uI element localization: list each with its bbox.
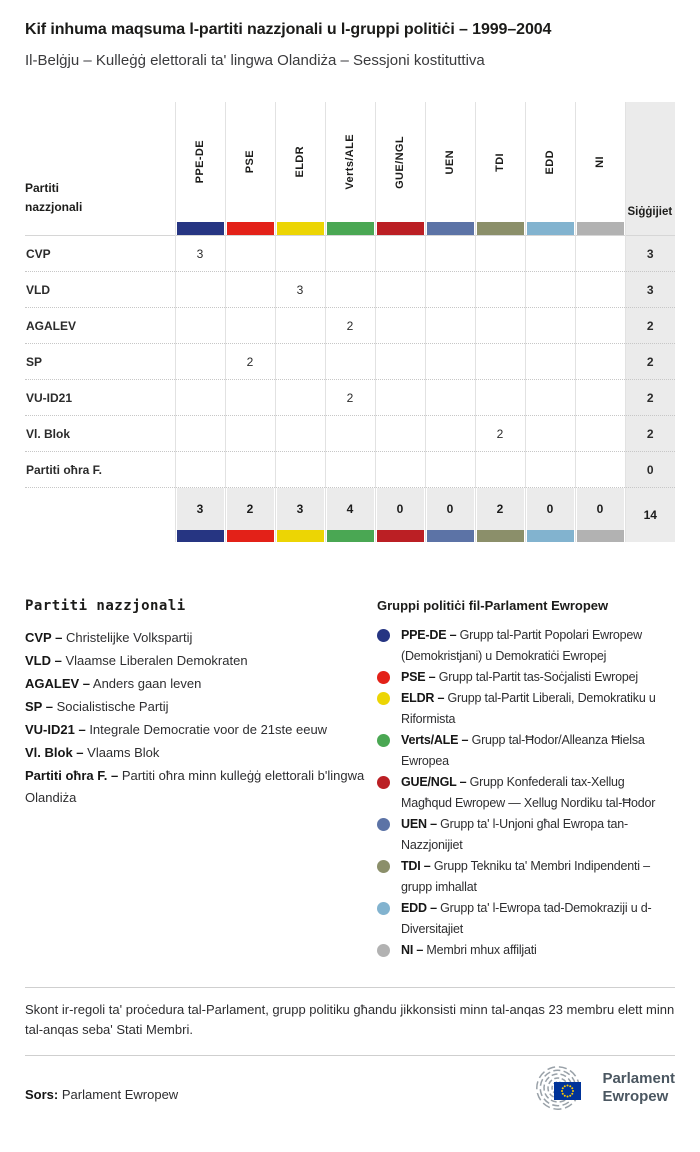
group-color-bar: [275, 530, 325, 542]
groups-legend-heading: Gruppi politiċi fil-Parlament Ewropew: [377, 598, 609, 613]
seat-value-cell: [375, 308, 425, 344]
group-color-bar: [325, 222, 375, 236]
seat-value-cell: [525, 380, 575, 416]
legend-color-dot: [377, 692, 390, 705]
legend-color-dot: [377, 818, 390, 831]
column-total-value: 0: [427, 488, 474, 530]
seat-value-cell: [425, 272, 475, 308]
column-total-value: 0: [577, 488, 624, 530]
page-subtitle: Il-Belġju – Kulleġġ elettorali ta' lingwa Olandiża – Sessjoni kostituttiva: [25, 52, 485, 69]
row-total-cell: 2: [625, 380, 675, 416]
legend-color-dot: [377, 860, 390, 873]
column-header-label: Verts/ALE: [344, 134, 356, 190]
group-description: EDD – Grupp ta' l-Ewropa tad-Demokraziji u d-Diversitajiet: [401, 901, 652, 936]
group-color-bar: [325, 530, 375, 542]
party-name-cell: AGALEV: [25, 308, 175, 344]
eu-parliament-logo: [528, 1066, 675, 1110]
group-color-bar-fill: [427, 530, 474, 542]
seat-value-cell: [375, 380, 425, 416]
grand-total-cell: 14: [625, 488, 675, 543]
group-legend-item: [377, 814, 675, 856]
spacer-cell: [25, 222, 175, 236]
seat-value-cell: [175, 272, 225, 308]
group-color-bar: [525, 530, 575, 542]
group-abbr: Verts/ALE –: [401, 733, 472, 747]
group-abbr: UEN –: [401, 817, 441, 831]
group-color-bar: [375, 530, 425, 542]
seats-table: [25, 102, 675, 542]
seat-value-cell: [325, 344, 375, 380]
spacer-cell: [25, 488, 175, 531]
seat-value-cell: [275, 416, 325, 452]
group-abbr: PPE-DE –: [401, 628, 460, 642]
seat-value-cell: [275, 236, 325, 272]
party-legend-item: [25, 650, 377, 672]
party-name-cell: VU-ID21: [25, 380, 175, 416]
footer: [25, 1066, 675, 1110]
group-description: PSE – Grupp tal-Partit tas-Soċjalisti Ewropej: [401, 670, 638, 684]
group-legend-item: [377, 688, 675, 730]
logo-text-line1: Parlament: [602, 1070, 675, 1088]
column-header-label: ELDR: [294, 146, 306, 178]
seat-value-cell: [225, 308, 275, 344]
group-color-bar-fill: [477, 222, 524, 235]
group-color-bar: [475, 530, 525, 542]
group-color-bar: [575, 222, 625, 236]
seat-value-cell: [225, 416, 275, 452]
party-abbr: SP –: [25, 699, 53, 714]
column-header-PSE: [225, 102, 275, 222]
party-name-cell: VLD: [25, 272, 175, 308]
seat-value-cell: [325, 416, 375, 452]
legend-color-dot: [377, 944, 390, 957]
party-name-cell: Vl. Blok: [25, 416, 175, 452]
column-total-value: 3: [277, 488, 324, 530]
group-description: Verts/ALE – Grupp tal-Ħodor/Alleanza Ħielsa Ewropea: [401, 733, 645, 768]
seat-value-cell: [175, 344, 225, 380]
party-name-cell: SP: [25, 344, 175, 380]
column-header-EDD: [525, 102, 575, 222]
seat-value-cell: [525, 236, 575, 272]
seat-value-cell: [575, 416, 625, 452]
seat-value-cell: [275, 380, 325, 416]
seat-value-cell: [575, 272, 625, 308]
column-header-label: GUE/NGL: [394, 135, 406, 189]
legend-color-dot: [377, 629, 390, 642]
header-color-bar-row: [25, 222, 675, 236]
party-abbr: Vl. Blok –: [25, 745, 84, 760]
party-name: Anders gaan leven: [90, 676, 202, 691]
column-total-cell: [575, 488, 625, 531]
column-header-wrap: [276, 102, 325, 222]
group-legend-item: [377, 730, 675, 772]
seat-value-cell: 3: [275, 272, 325, 308]
row-total-cell: 2: [625, 308, 675, 344]
party-name: Partiti oħra minn kulleġġ elettorali b'lingwa Olandiża: [25, 768, 365, 805]
seat-value-cell: [525, 272, 575, 308]
seat-value-cell: [225, 452, 275, 488]
group-color-bar: [175, 530, 225, 542]
eu-flag-icon: [554, 1082, 581, 1100]
legend-color-dot: [377, 671, 390, 684]
column-header-wrap: [476, 102, 525, 222]
seat-value-cell: [425, 452, 475, 488]
party-name: Integrale Democratie voor de 21ste eeuw: [85, 722, 328, 737]
table-row: [25, 344, 675, 380]
seat-value-cell: [325, 236, 375, 272]
column-header-GUE/NGL: [375, 102, 425, 222]
column-header-label: PSE: [244, 150, 256, 174]
table-row: [25, 380, 675, 416]
column-header-wrap: [226, 102, 275, 222]
column-total-cell: [325, 488, 375, 531]
seat-value-cell: [225, 236, 275, 272]
group-color-bar-fill: [227, 530, 274, 542]
group-color-bar: [175, 222, 225, 236]
seat-value-cell: [375, 344, 425, 380]
source-text: Parlament Ewropew: [61, 1087, 179, 1103]
column-total-cell: [275, 488, 325, 531]
party-abbr: CVP –: [25, 630, 63, 645]
group-abbr: ELDR –: [401, 691, 448, 705]
legend-color-dot: [377, 902, 390, 915]
group-color-bar: [425, 222, 475, 236]
group-color-bar-fill: [377, 222, 424, 235]
seat-value-cell: [275, 452, 325, 488]
group-color-bar-fill: [527, 530, 574, 542]
party-legend-item: [25, 719, 377, 741]
group-description: TDI – Grupp Tekniku ta' Membri Indipendenti – grupp imhallat: [401, 859, 650, 894]
seat-value-cell: [275, 308, 325, 344]
row-total-cell: 2: [625, 416, 675, 452]
party-legend-item: [25, 627, 377, 649]
legends: [25, 598, 675, 961]
logo-text-line2: Ewropew: [602, 1088, 669, 1106]
group-description: GUE/NGL – Grupp Konfederali tax-Xellug Magħqud Ewropew — Xellug Nordiku tal-Ħodor: [401, 775, 656, 810]
seat-value-cell: [375, 236, 425, 272]
column-total-value: 0: [377, 488, 424, 530]
party-name: Vlaamse Liberalen Demokraten: [61, 653, 248, 668]
column-header-wrap: [426, 102, 475, 222]
row-total-cell: 3: [625, 272, 675, 308]
seat-value-cell: 2: [225, 344, 275, 380]
seat-value-cell: 2: [325, 380, 375, 416]
group-abbr: EDD –: [401, 901, 441, 915]
spacer-cell: [25, 530, 175, 542]
column-header-wrap: [176, 102, 225, 222]
seat-value-cell: 3: [175, 236, 225, 272]
group-color-bar-fill: [427, 222, 474, 235]
column-header-UEN: [425, 102, 475, 222]
table-row: [25, 236, 675, 272]
table-row: [25, 452, 675, 488]
seat-value-cell: [375, 272, 425, 308]
party-name: Christelijke Volkspartij: [62, 630, 193, 645]
seat-value-cell: [575, 308, 625, 344]
group-abbr: NI –: [401, 943, 427, 957]
infographic-page: [0, 21, 700, 1110]
seats-column-header: Siġġijiet: [625, 102, 675, 236]
footnote: Skont ir-regoli ta' proċedura tal-Parlament, grupp politiku għandu jikkonsisti minn tal-anqas 23 membru elett minn tal-anqas seba' Stati Membri.: [25, 987, 675, 1056]
seat-value-cell: [275, 344, 325, 380]
row-total-cell: 3: [625, 236, 675, 272]
page-title: Kif inhuma maqsuma l-partiti nazzjonali u l-gruppi politiċi – 1999–2004: [25, 21, 552, 38]
seat-value-cell: [525, 344, 575, 380]
column-total-value: 2: [477, 488, 524, 530]
seat-value-cell: [475, 380, 525, 416]
party-legend-item: [25, 742, 377, 764]
group-color-bar-fill: [227, 222, 274, 235]
column-total-value: 2: [227, 488, 274, 530]
row-total-cell: 0: [625, 452, 675, 488]
seat-value-cell: [425, 416, 475, 452]
parties-legend-list: [25, 627, 377, 809]
seat-value-cell: [425, 380, 475, 416]
logo-text: [602, 1070, 675, 1106]
column-header-wrap: [376, 102, 425, 222]
party-name-cell: Partiti oħra F.: [25, 452, 175, 488]
party-legend-item: [25, 673, 377, 695]
legend-color-dot: [377, 776, 390, 789]
seat-value-cell: [225, 272, 275, 308]
group-color-bar-fill: [327, 222, 374, 235]
column-total-cell: [425, 488, 475, 531]
seat-value-cell: [325, 272, 375, 308]
seat-value-cell: [425, 344, 475, 380]
column-header-label: TDI: [494, 152, 506, 172]
group-legend-item: [377, 667, 675, 688]
group-color-bar-fill: [277, 222, 324, 235]
seat-value-cell: [525, 416, 575, 452]
party-name: Vlaams Blok: [83, 745, 160, 760]
row-header-cell: [25, 102, 175, 222]
totals-row: [25, 488, 675, 531]
seat-value-cell: [575, 344, 625, 380]
seat-value-cell: [575, 452, 625, 488]
column-total-cell: [475, 488, 525, 531]
group-description: PPE-DE – Grupp tal-Partit Popolari Ewropew (Demokristjani) u Demokratiċi Ewropej: [401, 628, 643, 663]
group-color-bar-fill: [577, 530, 624, 542]
group-color-bar-fill: [377, 530, 424, 542]
source-label: Sors:: [25, 1087, 59, 1103]
column-header-label: UEN: [444, 149, 456, 175]
party-legend-item: [25, 765, 377, 809]
column-header-label: NI: [594, 156, 606, 168]
seat-value-cell: [175, 452, 225, 488]
footer-color-bar-row: [25, 530, 675, 542]
group-color-bar: [275, 222, 325, 236]
seat-value-cell: [475, 236, 525, 272]
group-color-bar-fill: [477, 530, 524, 542]
seat-value-cell: [475, 344, 525, 380]
group-color-bar: [225, 222, 275, 236]
group-abbr: GUE/NGL –: [401, 775, 470, 789]
group-color-bar: [475, 222, 525, 236]
group-abbr: TDI –: [401, 859, 434, 873]
column-total-cell: [525, 488, 575, 531]
political-groups-legend: [377, 598, 675, 961]
column-header-Verts/ALE: [325, 102, 375, 222]
legend-color-dot: [377, 734, 390, 747]
group-color-bar: [375, 222, 425, 236]
group-legend-item: [377, 772, 675, 814]
seat-value-cell: [475, 308, 525, 344]
column-header-ELDR: [275, 102, 325, 222]
group-color-bar-fill: [277, 530, 324, 542]
groups-legend-list: [377, 625, 675, 961]
group-legend-item: [377, 625, 675, 667]
group-color-bar-fill: [177, 222, 224, 235]
column-header-wrap: [576, 102, 625, 222]
seat-value-cell: [475, 452, 525, 488]
seat-value-cell: 2: [325, 308, 375, 344]
group-description: NI – Membri mhux affiljati: [401, 943, 537, 957]
parties-legend-heading: Partiti nazzjonali: [25, 598, 186, 614]
group-color-bar: [525, 222, 575, 236]
column-header-wrap: [526, 102, 575, 222]
hemicycle-icon: [528, 1066, 594, 1110]
seat-value-cell: [575, 380, 625, 416]
group-legend-item: [377, 940, 675, 961]
row-total-cell: 2: [625, 344, 675, 380]
group-color-bar-fill: [577, 222, 624, 235]
row-header-label: Partiti nazzjonali: [25, 181, 83, 214]
column-header-PPE-DE: [175, 102, 225, 222]
party-abbr: Partiti oħra F. –: [25, 768, 119, 783]
column-total-value: 3: [177, 488, 224, 530]
party-name: Socialistische Partij: [52, 699, 169, 714]
group-color-bar-fill: [527, 222, 574, 235]
seat-value-cell: [375, 416, 425, 452]
seat-value-cell: [425, 236, 475, 272]
table-header-row: [25, 102, 675, 222]
party-legend-item: [25, 696, 377, 718]
group-color-bar-fill: [177, 530, 224, 542]
seat-value-cell: [325, 452, 375, 488]
group-color-bar: [425, 530, 475, 542]
seat-value-cell: [525, 308, 575, 344]
seat-value-cell: [425, 308, 475, 344]
seat-value-cell: [175, 308, 225, 344]
seat-value-cell: 2: [475, 416, 525, 452]
group-color-bar: [225, 530, 275, 542]
source-line: [25, 1087, 178, 1102]
column-header-label: EDD: [544, 149, 556, 175]
party-name-cell: CVP: [25, 236, 175, 272]
group-description: UEN – Grupp ta' l-Unjoni għal Ewropa tan-Nazzjonijiet: [401, 817, 628, 852]
party-abbr: VLD –: [25, 653, 62, 668]
column-header-TDI: [475, 102, 525, 222]
party-abbr: AGALEV –: [25, 676, 91, 691]
party-abbr: VU-ID21 –: [25, 722, 86, 737]
seat-value-cell: [225, 380, 275, 416]
table-row: [25, 308, 675, 344]
group-legend-item: [377, 856, 675, 898]
column-header-NI: [575, 102, 625, 222]
seat-value-cell: [575, 236, 625, 272]
table-row: [25, 272, 675, 308]
seat-value-cell: [175, 416, 225, 452]
column-total-cell: [375, 488, 425, 531]
table-row: [25, 416, 675, 452]
group-description: ELDR – Grupp tal-Partit Liberali, Demokratiku u Riformista: [401, 691, 656, 726]
column-header-wrap: [326, 102, 375, 222]
column-total-cell: [175, 488, 225, 531]
column-header-label: PPE-DE: [194, 140, 206, 184]
column-total-cell: [225, 488, 275, 531]
group-color-bar: [575, 530, 625, 542]
national-parties-legend: [25, 598, 377, 961]
seat-value-cell: [375, 452, 425, 488]
group-legend-item: [377, 898, 675, 940]
group-color-bar-fill: [327, 530, 374, 542]
seat-value-cell: [525, 452, 575, 488]
column-total-value: 0: [527, 488, 574, 530]
column-total-value: 4: [327, 488, 374, 530]
group-abbr: PSE –: [401, 670, 439, 684]
seat-value-cell: [475, 272, 525, 308]
seat-value-cell: [175, 380, 225, 416]
